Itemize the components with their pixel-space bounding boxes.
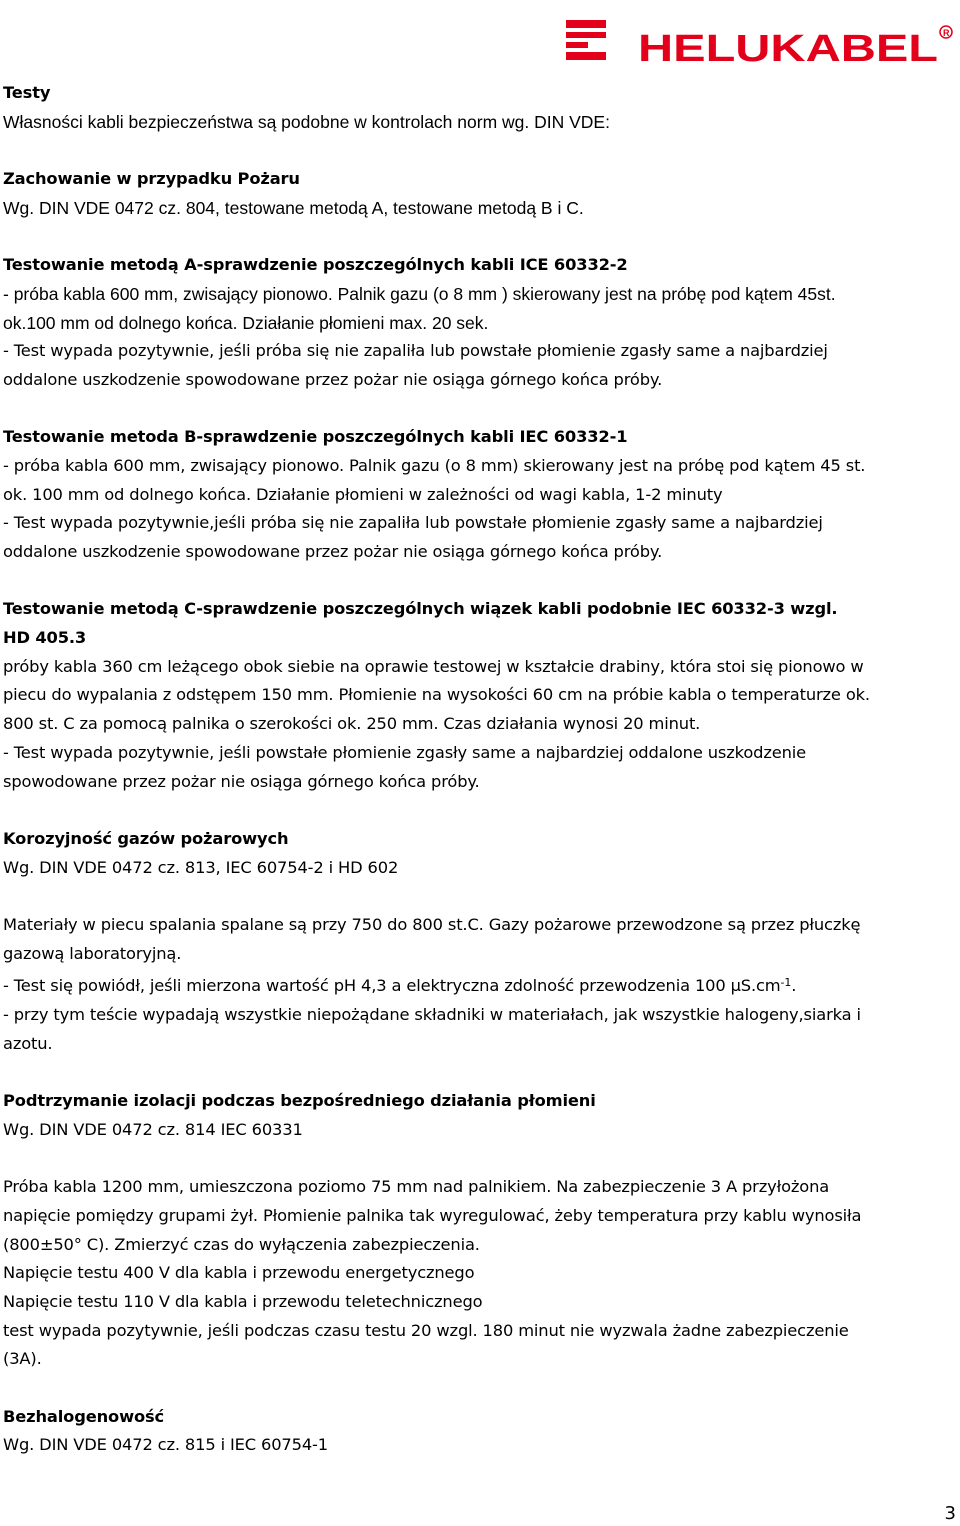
paragraph-line: 800 st. C za pomocą palnika o szerokości ok. 250 mm. Czas działania wynosi 20 minut.	[3, 714, 701, 734]
paragraph-line: - Test wypada pozytywnie,jeśli próba się nie zapaliła lub powstałe płomienie zgasły same a najbardziej	[3, 513, 823, 533]
paragraph-line: piecu do wypalania z odstępem 150 mm. Płomienie na wysokości 60 cm na próbie kabla o temperaturze ok.	[3, 685, 870, 705]
paragraph-line: oddalone uszkodzenie spowodowane przez pożar nie osiąga górnego końca próby.	[3, 369, 663, 389]
paragraph-line: Próba kabla 1200 mm, umieszczona poziomo 75 mm nad palnikiem. Na zabezpieczenie 3 A przyłożona	[3, 1177, 830, 1197]
paragraph-line: oddalone uszkodzenie spowodowane przez pożar nie osiąga górnego końca próby.	[3, 542, 663, 561]
paragraph-line: azotu.	[3, 1033, 53, 1053]
section-title-metoda-b: Testowanie metoda B-sprawdzenie poszczególnych kabli IEC 60332-1	[3, 427, 628, 447]
section-title-bezhalogenowosc: Bezhalogenowość	[3, 1406, 165, 1426]
ph-test-line: - Test się powiódł, jeśli mierzona wartość pH 4,3 a elektryczna zdolność przewodzenia 100 $\mu S.cm^{-1}$.	[3, 976, 797, 996]
paragraph-line: - Test wypada pozytywnie, jeśli próba się nie zapaliła lub powstałe płomienie zgasły same a najbardziej	[3, 341, 828, 361]
paragraph: Wg. DIN VDE 0472 cz. 804, testowane metodą A, testowane metodą B i C.	[3, 197, 584, 218]
svg-text:R: R	[943, 28, 950, 38]
paragraph-line: gazową laboratoryjną.	[3, 943, 182, 963]
page-number: 3	[944, 1503, 956, 1524]
paragraph-line: Materiały w piecu spalania spalane są przy 750 do 800 st.C. Gazy pożarowe przewodzone są przez płuczkę	[3, 914, 861, 934]
paragraph-line: spowodowane przez pożar nie osiąga górnego końca próby.	[3, 771, 480, 791]
paragraph-line: (3A).	[3, 1349, 42, 1369]
section-title-pozar: Zachowanie w przypadku Pożaru	[3, 169, 300, 189]
paragraph-line: - próba kabla 600 mm, zwisający pionowo. Palnik gazu (o 8 mm) skierowany jest na próbę pod kątem 45 st.	[3, 455, 866, 475]
paragraph: Własności kabli bezpieczeństwa są podobne w kontrolach norm wg. DIN VDE:	[3, 111, 610, 132]
section-title-metoda-a: Testowanie metodą A-sprawdzenie poszczególnych kabli ICE 60332-2	[3, 255, 628, 275]
paragraph-line: Napięcie testu 400 V dla kabla i przewodu energetycznego	[3, 1263, 475, 1283]
section-title-testy: Testy	[3, 83, 51, 102]
paragraph-line: test wypada pozytywnie, jeśli podczas czasu testu 20 wzgl. 180 minut nie wyzwala żadne zabezpieczenie	[3, 1320, 849, 1340]
section-title-izolacja: Podtrzymanie izolacji podczas bezpośredniego działania płomieni	[3, 1091, 596, 1111]
paragraph-line: Napięcie testu 110 V dla kabla i przewodu teletechnicznego	[3, 1291, 483, 1311]
document-body	[3, 79, 953, 1460]
paragraph-line: - przy tym teście wypadają wszystkie niepożądane składniki w materiałach, jak wszystkie halogeny,siarka i	[3, 1005, 861, 1024]
section-title-metoda-c: Testowanie metodą C-sprawdzenie poszczególnych wiązek kabli podobnie IEC 60332-3 wzgl.	[3, 599, 838, 619]
section-title-metoda-c-cont: HD 405.3	[3, 628, 87, 648]
paragraph-line: - Test wypada pozytywnie, jeśli powstałe płomienie zgasły same a najbardziej oddalone uszkodzenie	[3, 742, 807, 762]
paragraph-line: ok.100 mm od dolnego końca. Działanie płomieni max. 20 sek.	[3, 312, 489, 333]
paragraph-line: - próba kabla 600 mm, zwisający pionowo. Palnik gazu (o 8 mm ) skierowany jest na próbę pod kątem 45st.	[3, 283, 836, 304]
paragraph-line: napięcie pomiędzy grupami żył. Płomienie palnika tak wyregulować, żeby temperatura przy kablu wynosiła	[3, 1205, 862, 1225]
helukabel-logo	[566, 18, 956, 66]
paragraph-line: próby kabla 360 cm leżącego obok siebie na oprawie testowej w kształcie drabiny, która stoi się pionowo w	[3, 656, 864, 676]
paragraph-line: (800±50° C). Zmierzyć czas do wyłączenia zabezpieczenia.	[3, 1234, 480, 1254]
norm-reference: Wg. DIN VDE 0472 cz. 813, IEC 60754-2 i HD 602	[3, 857, 399, 877]
paragraph-line: ok. 100 mm od dolnego końca. Działanie płomieni w zależności od wagi kabla, 1-2 minuty	[3, 484, 723, 504]
section-title-korozyjnosc: Korozyjność gazów pożarowych	[3, 828, 289, 848]
norm-reference: Wg. DIN VDE 0472 cz. 814 IEC 60331	[3, 1119, 303, 1139]
brand-wordmark: HELUKABEL	[638, 28, 938, 66]
norm-reference: Wg. DIN VDE 0472 cz. 815 i IEC 60754-1	[3, 1435, 328, 1455]
